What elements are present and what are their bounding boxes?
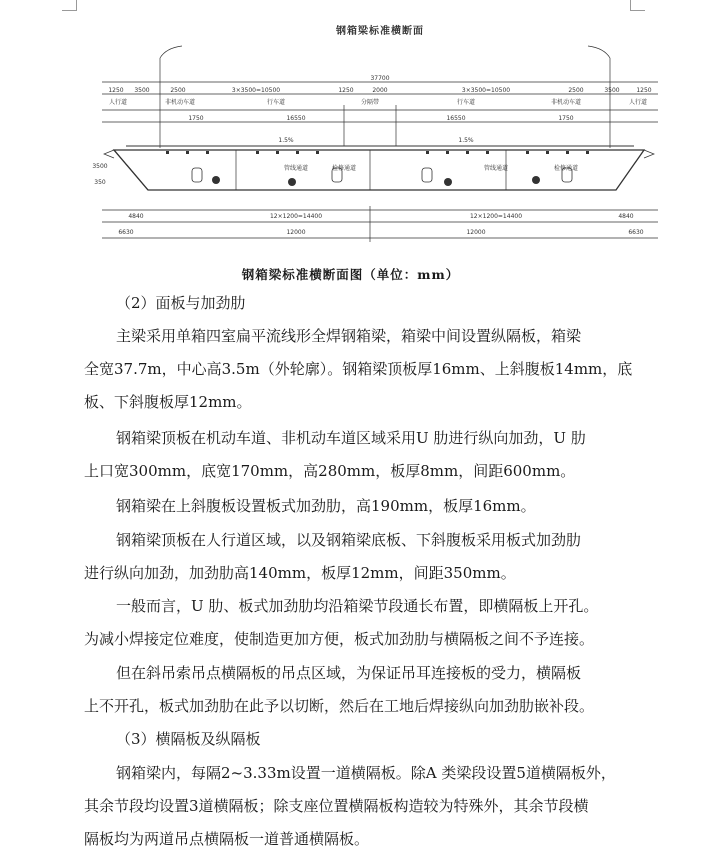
- inner-label: 检修通道: [553, 165, 579, 172]
- dim-label: 6630: [118, 229, 134, 236]
- inner-label: 管线通道: [483, 165, 509, 172]
- lane-label: 非机动车道: [550, 99, 582, 106]
- dim-label: 1250: [108, 87, 124, 94]
- lane-label: 人行道: [628, 99, 648, 106]
- dim-label: 3×3500=10500: [461, 87, 511, 94]
- section-heading: （3）横隔板及纵隔板: [116, 730, 261, 748]
- dim-label: 1750: [558, 115, 574, 122]
- figure-caption: 钢箱梁标准横断面图（单位：mm）: [241, 267, 460, 282]
- text-line: 其余节段均设置3道横隔板；除支座位置横隔板构造较为特殊外，其余节段横: [84, 797, 589, 815]
- paragraph: [84, 657, 674, 723]
- dim-label: 1250: [636, 87, 652, 94]
- paragraph: [84, 422, 674, 488]
- lane-label: 行车道: [456, 99, 476, 106]
- dim-label: 12×1200=14400: [469, 213, 523, 220]
- dim-label: 3×3500=10500: [231, 87, 281, 94]
- text-line: 钢箱梁内，每隔2~3.33m设置一道横隔板。除A 类梁段设置5道横隔板外，: [116, 764, 616, 782]
- text-line: 钢箱梁顶板在人行道区域，以及钢箱梁底板、下斜腹板采用板式加劲肋: [116, 531, 582, 549]
- dim-label: 2000: [372, 87, 388, 94]
- dim-label: 4840: [128, 213, 144, 220]
- height-label: 350: [94, 179, 106, 186]
- text-line: 钢箱梁顶板在机动车道、非机动车道区域采用U 肋进行纵向加劲，U 肋: [116, 429, 586, 447]
- text-line: 钢箱梁在上斜腹板设置板式加劲肋，高190mm，板厚16mm。: [116, 497, 536, 515]
- text-line: 隔板均为两道吊点横隔板一道普通横隔板。: [84, 830, 370, 848]
- dim-label: 16550: [286, 115, 306, 122]
- paragraph: [84, 524, 674, 590]
- dim-label: 12000: [286, 229, 306, 236]
- dim-label: 4840: [618, 213, 634, 220]
- paragraph: [84, 320, 674, 419]
- text-line: 但在斜吊索吊点横隔板的吊点区域，为保证吊耳连接板的受力，横隔板: [116, 664, 582, 682]
- paragraph: [84, 490, 674, 523]
- slope-label: 1.5%: [278, 137, 294, 144]
- dim-label: 12000: [466, 229, 486, 236]
- dim-label: 3500: [604, 87, 620, 94]
- lane-label: 人行道: [108, 99, 128, 106]
- paragraph: [84, 590, 674, 656]
- text-line: 为减小焊接定位难度，使制造更加方便，板式加劲肋与横隔板之间不予连接。: [84, 630, 595, 648]
- text-line: 全宽37.7m，中心高3.5m（外轮廓）。钢箱梁顶板厚16mm、上斜腹板14mm，底: [84, 360, 633, 378]
- dim-label: 2500: [170, 87, 186, 94]
- lane-label: 分隔带: [360, 99, 380, 106]
- lane-label: 行车道: [266, 99, 286, 106]
- dim-label: 2500: [568, 87, 584, 94]
- text-line: 进行纵向加劲，加劲肋高140mm，板厚12mm，间距350mm。: [84, 564, 516, 582]
- text-line: 上口宽300mm，底宽170mm，高280mm，板厚8mm，间距600mm。: [84, 462, 576, 480]
- cross-section-drawing: [92, 10, 664, 260]
- dim-label: 1250: [338, 87, 354, 94]
- dim-label: 12×1200=14400: [269, 213, 323, 220]
- text-line: 板、下斜腹板厚12mm。: [84, 393, 252, 411]
- dim-label: 1750: [188, 115, 204, 122]
- lane-label: 非机动车道: [164, 99, 196, 106]
- page-corner-mark-left: [62, 0, 77, 11]
- total-width-label: 37700: [370, 75, 390, 82]
- text-line: 一般而言，U 肋、板式加劲肋均沿箱梁节段通长布置，即横隔板上开孔。: [116, 597, 599, 615]
- inner-label: 检修通道: [331, 165, 357, 172]
- cross-section-figure: [92, 10, 664, 260]
- dim-label: 3500: [134, 87, 150, 94]
- slope-label: 1.5%: [458, 137, 474, 144]
- height-label: 3500: [92, 163, 108, 170]
- text-line: 上不开孔，板式加劲肋在此予以切断，然后在工地后焊接纵向加劲肋嵌补段。: [84, 697, 595, 715]
- dim-label: 6630: [628, 229, 644, 236]
- dim-label: 16550: [446, 115, 466, 122]
- section-heading: （2）面板与加劲肋: [116, 294, 246, 312]
- inner-label: 管线通道: [283, 165, 309, 172]
- figure-title: 钢箱梁标准横断面: [336, 26, 424, 37]
- paragraph: [84, 757, 674, 856]
- text-line: 主梁采用单箱四室扁平流线形全焊钢箱梁，箱梁中间设置纵隔板，箱梁: [116, 327, 582, 345]
